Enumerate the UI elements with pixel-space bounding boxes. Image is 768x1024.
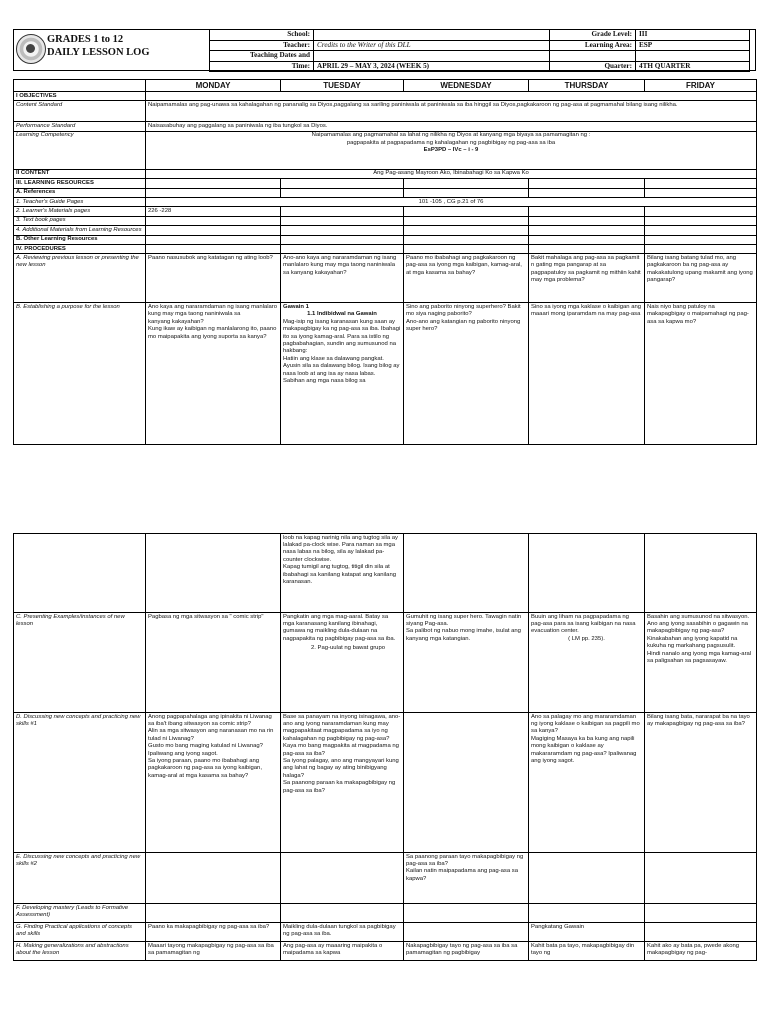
page-1 <box>0 0 768 478</box>
day-wednesday: WEDNESDAY <box>404 80 529 92</box>
discussing1-mon: Anong pagpapahalaga ang ipinakita ni Liwanag sa iba't ibang sitwasyon sa comic strip? Alin sa mga sitwasyon ang naranasan mo na rin tulad ni Liwanag? Gusto mo bang maging katulad ni Liwanag? Ipaliwang ang iyong sagot. Sa iyong paraan, paano mo ibabahagi ang pagkakaroon ng pag-asa sa iyong kaibigan, kamag-aral at mga kasama sa bahay? <box>146 713 281 853</box>
reviewing-thu: Bakit mahalaga ang pag-asa sa pagkamit n gating mga pangarap at sa pagpapatuloy sa pagkamit ng mithiin kahit may mga problema? <box>529 254 645 303</box>
performance-standard-text: Naisasabuhay ang paggalang sa paniniwala ng iba tungkol sa Diyos. <box>146 122 757 131</box>
day-friday: FRIDAY <box>645 80 757 92</box>
making-fri: Kahit ako ay bata pa, pwede akong makapagbigay ng pag- <box>645 942 757 961</box>
references-label: A. References <box>14 188 146 197</box>
learning-resources-label: III. LEARNING RESOURCES <box>14 179 146 188</box>
content-standard-label: Content Standard <box>14 101 146 122</box>
lesson-log-table-2 <box>13 533 757 961</box>
discussing1-fri: Bilang isang bata, nararapat ba na tayo ay makapagbigay ng pag-asa sa iba? <box>645 713 757 853</box>
learners-materials-text: 226 -228 <box>146 207 281 216</box>
discussing1-thu: Ano sa palagay mo ang mararamdaman ng iyong kaklase o kaibigan sa pagpili mo sa kanya? Magiging Masaya ka ba kung ang napili mong kaibigan o kaklase ay makararamdam ng pag-asa? Ipaliwanag ang iyong sagot. <box>529 713 645 853</box>
page-2 <box>0 478 768 1024</box>
establishing-label: B. Establishing a purpose for the lesson <box>14 303 146 445</box>
establishing-tue-continued: loob na kapag narinig nila ang tugtog sila ay lalakad pa-clock wise. Para naman sa mga nasa labas na bilog, sila ay lalakad pa-counter clockwise. Kapag tumigil ang tugtog, titigil din sila at ibabahagi sa kanilang katapat ang kanilang karanasan. <box>281 534 404 613</box>
discussing1-wed <box>404 713 529 853</box>
presenting-tue-cell <box>281 613 404 713</box>
making-mon: Maaari tayong makapagbigay ng pag-asa sa iba sa pamamagitan ng <box>146 942 281 961</box>
school-value[interactable] <box>314 30 550 41</box>
dates-value[interactable]: APRIL 29 – MAY 3, 2024 (WEEK 5) <box>314 61 550 72</box>
dates-label-2: Time: <box>210 61 314 72</box>
content-label: II CONTENT <box>14 169 146 178</box>
lesson-log-table-1 <box>13 79 757 445</box>
grade-value[interactable]: III <box>636 30 750 41</box>
grade-label: Grade Level: <box>550 30 636 41</box>
procedures-label: IV. PROCEDURES <box>14 245 146 254</box>
content-text: Ang Pag-asang Mayroon Ako, Ibinabahagi Ko sa Kapwa Ko <box>146 169 757 178</box>
log-title <box>47 33 150 59</box>
school-label: School: <box>210 30 314 41</box>
discussing1-tue: Base sa panayam na inyong isinagawa, ano-ano ang iyong nararamdaman kung may magpapakitaat magpapadama sa iyo ng kahalagahan ng pagbibigay ng pag-asa? Kaya mo bang magpakita at magpadama ng pag-asa sa iba? Sa iyong palagay, ano ang mangyayari kung ang lahat ng bagay ay ating binibigyang halaga? Sa paanong paraan ka makapagbibigay ng pag-asa sa iba? <box>281 713 404 853</box>
making-label: H. Making generalizations and abstractions about the lesson <box>14 942 146 961</box>
discussing2-wed: Sa paanong paraan tayo makapagbibigay ng pag-asa sa iba? Kailan natin maipapadama ang pag-asa sa kapwa? <box>404 853 529 904</box>
establishing-tue-cell <box>281 303 404 445</box>
finding-tue: Maikling dula-dulaan tungkol sa pagbibigay ng pag-asa sa iba. <box>281 923 404 942</box>
establishing-wed: Sino ang paborito ninyong superhero? Bakit mo siya naging paborito? Ano-ano ang katangian ng paborito ninyong super hero? <box>404 303 529 445</box>
discussing2-label: E. Discussing new concepts and practicing new skills #2 <box>14 853 146 904</box>
developing-label: F. Developing mastery (Leads to Formative Assessment) <box>14 904 146 923</box>
textbook-label: 3. Text book pages <box>14 216 146 225</box>
learning-competency-label: Learning Competency <box>14 131 146 169</box>
day-thursday: THURSDAY <box>529 80 645 92</box>
discussing1-label: D. Discussing new concepts and practicing new skills #1 <box>14 713 146 853</box>
learning-competency-cell <box>146 131 757 169</box>
gawain-subtitle: 1.1 Indibidwal na Gawain <box>307 311 377 318</box>
deped-seal-icon <box>16 34 46 64</box>
header-info-grid <box>209 29 750 72</box>
finding-label: G. Finding Practical applications of concepts and skills <box>14 923 146 942</box>
presenting-fri: Basahin ang sumusunod na sitwasyon. Ano ang iyong sasabihin o gagawin na makapagbibigay ng pag-asa? Kinakabahan ang iyong kapatid na kukuha ng markahang pagsusulit. Hindi nanalo ang iyong mga kamag-aral sa paligsahan sa pagsasayaw. <box>645 613 757 713</box>
establishing-tue: Mag-isip ng isang karanasan kung saan ay makapagbigay ka ng pag-asa sa iba. Ibahagi ito sa iyong kamag-aral. Para sa istilo ng pagbabahagian, sundin ang sumusunod na hakbang: Hatiin ang klase sa dalawang pangkat. Ayusin sila sa dalawang bilog. Isang bilog ay nasa loob at ang isa ay nasa labas. Sabihan ang mga nasa bilog sa <box>283 318 401 385</box>
reviewing-tue: Ano-ano kaya ang nararamdaman ng isang manlalaro kung may mga taong naniniwala sa kanyang kakayahan? <box>281 254 404 303</box>
additional-materials-label: 4. Additional Materials from Learning Resources <box>14 226 146 235</box>
presenting-wed: Gumuhit ng isang super hero. Tawagin natin siyang Pag-asa. Sa palibot ng nabuo mong imahe, isulat ang kanyang mga katangian. <box>404 613 529 713</box>
establishing-fri: Nais niyo bang patuloy na makapagbigay o maipamahagi ng pag-asa sa kapwa mo? <box>645 303 757 445</box>
presenting-thu-cell <box>529 613 645 713</box>
teacher-value[interactable]: Credits to the Writer of this DLL <box>314 40 550 51</box>
establishing-mon: Ano kaya ang nararamdaman ng isang manlalaro kung may mga taong naniniwala sa kanyang kakayahan? Kung ikaw ay kaibigan ng manlalarong ito, paano mo maipapakita ang iyong suporta sa kanya? <box>146 303 281 445</box>
competency-line-2: pagpapakita at pagpapadama ng kahalagahan ng pagbibigay ng pag-asa sa iba <box>346 139 556 146</box>
learners-materials-label: 2. Learner's Materials pages <box>14 207 146 216</box>
presenting-thu: Buuin ang liham na pagpapadama ng pag-asa para sa isang kaibigan na nasa evacuation center. <box>531 613 636 635</box>
quarter-label: Quarter: <box>550 61 636 72</box>
competency-line-1: Naipamamalas ang pagmamahal sa lahat ng nilikha ng Diyos at kanyang mga biyaya sa pamamagitan ng : <box>311 132 591 139</box>
other-resources-label: B. Other Learning Resources <box>14 235 146 244</box>
teachers-guide-text: 101 -105 , CG p.21 of 76 <box>146 198 757 207</box>
competency-code: EsP3PD – IVc – i - 9 <box>423 147 479 154</box>
reviewing-fri: Bilang isang batang tulad mo, ang pagkakaroon ba ng pag-asa ay makakatulong upang makamit ang iyong pangarap? <box>645 254 757 303</box>
content-standard-text: Naipamamalas ang pag-unawa sa kahalagahan ng pananalig sa Diyos,paggalang sa sariling paniniwala at paniniwala sa iba hinggil sa Diyos,pagkakaroon ng pag-asa at pagmamahal bilang isang nilikha. <box>146 101 757 122</box>
day-tuesday: TUESDAY <box>281 80 404 92</box>
area-label: Learning Area: <box>550 40 636 51</box>
making-wed: Nakapagbibigay tayo ng pag-asa sa iba sa pamamagitan ng pagbibigay <box>404 942 529 961</box>
teacher-label: Teacher: <box>210 40 314 51</box>
presenting-tue: Pangkatin ang mga mag-aaral. Batay sa mga karanasang kanilang ibinahagi, gumawa ng maikling dula-dulaan na nagpapakita ng pagbibigay pag-asa sa iba. <box>283 613 396 642</box>
presenting-tue-2: 2. Pag-uulat ng bawat grupo <box>311 645 386 652</box>
finding-thu: Pangkatang Gawain <box>529 923 645 942</box>
performance-standard-label: Performance Standard <box>14 122 146 131</box>
day-monday: MONDAY <box>146 80 281 92</box>
objectives-label: I OBJECTIVES <box>14 92 146 101</box>
reviewing-mon: Paano nasusubok ang katatagan ng ating loob? <box>146 254 281 303</box>
brand-line-1: GRADES 1 to 12 <box>47 34 124 45</box>
reviewing-label: A. Reviewing previous lesson or presenting the new lesson <box>14 254 146 303</box>
presenting-label: C. Presenting Examples/instances of new lesson <box>14 613 146 713</box>
gawain-title: Gawain 1 <box>283 303 309 310</box>
presenting-mon: Pagbasa ng mga sitwasyon sa " comic strip" <box>146 613 281 713</box>
finding-mon: Paano ka makapagbibigay ng pag-asa sa iba? <box>146 923 281 942</box>
making-thu: Kahit bata pa tayo, makapagbibigay din tayo ng <box>529 942 645 961</box>
day-header-row <box>14 80 757 92</box>
presenting-thu-2: ( LM pp. 235). <box>568 635 605 642</box>
reviewing-wed: Paano mo ibabahagi ang pagkakaroon ng pag-asa sa iyong mga kaibigan, kamag-aral, at mga kasama sa bahay? <box>404 254 529 303</box>
area-value[interactable]: ESP <box>636 40 750 51</box>
quarter-value[interactable]: 4TH QUARTER <box>636 61 750 72</box>
dates-label-1: Teaching Dates and <box>210 51 314 62</box>
teachers-guide-label: 1. Teacher's Guide Pages <box>14 198 146 207</box>
establishing-thu: Sino sa iyong mga kaklase o kaibigan ang maaari mong iparamdam na may pag-asa <box>529 303 645 445</box>
brand-line-2: DAILY LESSON LOG <box>47 47 150 58</box>
making-tue: Ang pag-asa ay maaaring maipakita o maipadama sa kapwa <box>281 942 404 961</box>
